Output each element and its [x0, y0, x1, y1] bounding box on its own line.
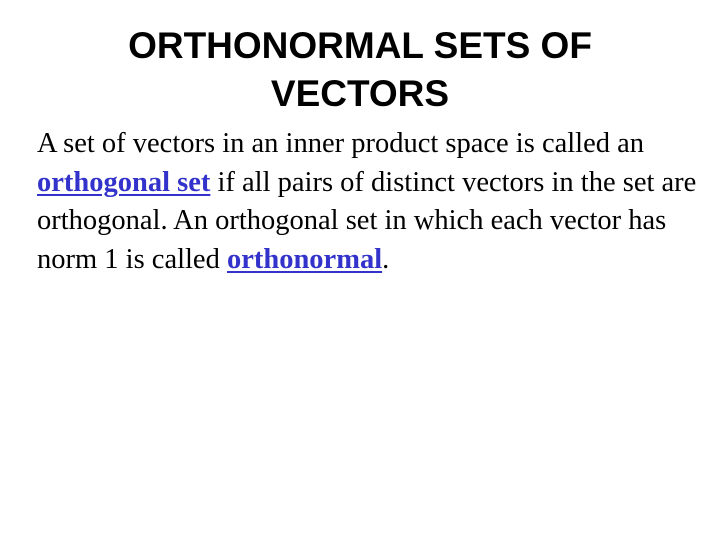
slide-title	[60, 22, 660, 118]
paragraph-text-3: .	[382, 243, 390, 275]
paragraph-text-2: if all pairs of distinct vectors in the set are orthogonal. An orthogonal set in which each vector has norm 1 is called	[37, 166, 697, 275]
term-orthogonal-set: orthogonal set	[37, 166, 211, 198]
term-orthonormal: orthonormal	[226, 243, 383, 275]
title-line-1: ORTHONORMAL SETS OF	[128, 25, 592, 66]
paragraph-text-1: A set of vectors in an inner product space is called an	[37, 128, 645, 159]
definition-paragraph	[37, 125, 697, 279]
title-line-2: VECTORS	[270, 73, 450, 114]
